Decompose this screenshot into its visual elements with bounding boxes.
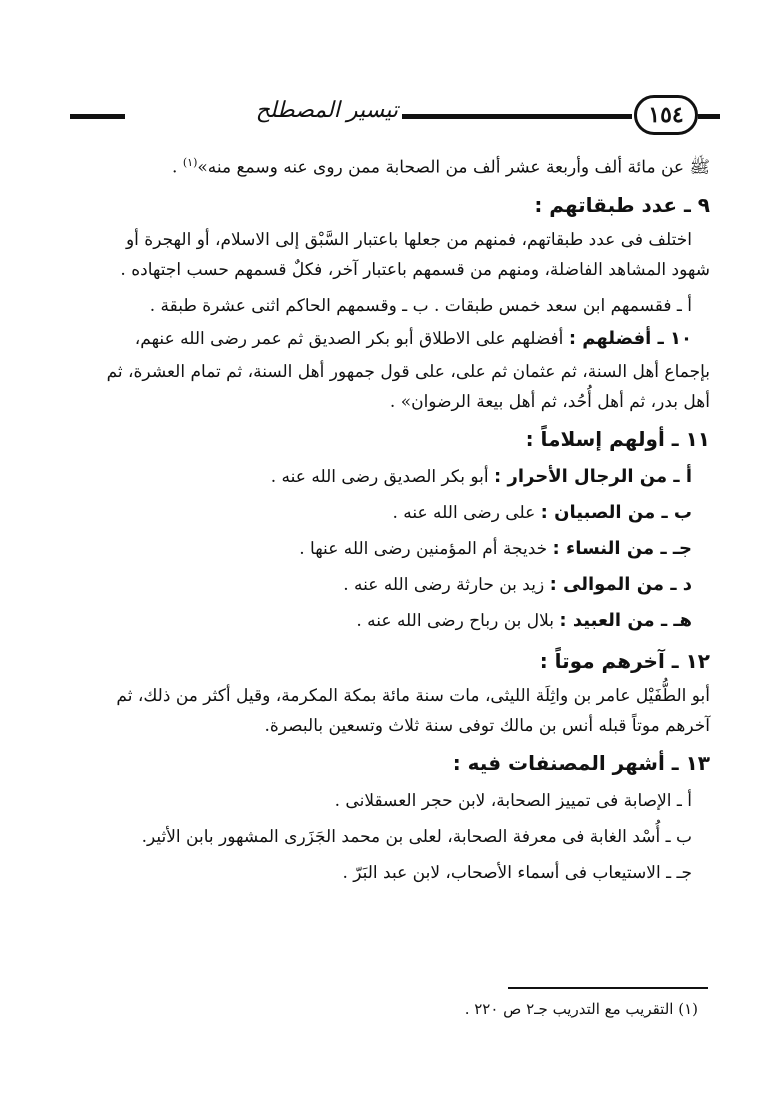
list-item-11-c [60, 531, 710, 567]
section-heading-9: ٩ ـ عدد طبقاتهم : [534, 192, 710, 217]
list-item-11-b [60, 495, 710, 531]
paragraph-9-line-1: اختلف فى عدد طبقاتهم، فمنهم من جعلها باعتبار السَّبْق إلى الاسلام، أو الهجرة أو [125, 229, 692, 250]
footnote: (١) التقريب مع التدريب جـ٢ ص ٢٢٠ . [464, 1000, 698, 1018]
paragraph-9-line-2: شهود المشاهد الفاضلة، ومنهم من قسمهم باعتبار آخر، فكلٌ قسمهم حسب اجتهاده . [120, 259, 710, 280]
item-text: بلال بن رباح رضى الله عنه . [356, 610, 560, 631]
header-rule-right [698, 114, 720, 119]
section-heading-11: ١١ ـ أولهم إسلاماً : [525, 426, 710, 451]
paragraph-12-line-2: آخرهم موتاً قبله أنس بن مالك توفى سنة ثلاث وتسعين بالبصرة. [264, 715, 710, 736]
list-item-11-d [60, 567, 710, 603]
list-item-13-b: ب ـ أُسْد الغابة فى معرفة الصحابة، لعلى بن محمد الجَزَرى المشهور بابن الأثير. [141, 826, 692, 847]
footnote-rule [508, 987, 708, 989]
item-label: هـ ـ من العبيد : [559, 609, 692, 631]
list-item-11-a [60, 459, 710, 495]
item-text: زيد بن حارثة رضى الله عنه . [343, 574, 550, 595]
item-label: أ ـ من الرجال الأحرار : [494, 465, 692, 487]
paragraph-9-line-3: أ ـ فقسمهم ابن سعد خمس طبقات . ب ـ وقسمهم الحاكم اثنى عشرة طبقة . [149, 295, 692, 316]
page-header [70, 92, 720, 142]
footnote-ref: (١) [182, 156, 198, 169]
paragraph-12-line-1: أبو الطُّفَيْل عامر بن واثِلَة الليثى، مات سنة مائة بمكة المكرمة، وقيل أكثر من ذلك، ثم [116, 685, 710, 706]
paragraph-10-line-3: أهل بدر، ثم أهل أُحُد، ثم أهل بيعة الرضوان» . [389, 391, 710, 412]
section-10-line-1 [60, 321, 710, 357]
section-heading-12: ١٢ ـ آخرهم موتاً : [539, 648, 710, 673]
list-item-13-c: جـ ـ الاستيعاب فى أسماء الأصحاب، لابن عبد البَرّ . [342, 862, 692, 883]
section-heading-10: ١٠ ـ أفضلهم : [568, 327, 692, 349]
item-text: على رضى الله عنه . [392, 502, 541, 523]
item-label: د ـ من الموالى : [549, 573, 692, 595]
page-number: ١٥٤ [634, 95, 698, 135]
continuation-end: . [172, 157, 183, 178]
item-label: جـ ـ من النساء : [552, 537, 692, 559]
list-item-13-a: أ ـ الإصابة فى تمييز الصحابة، لابن حجر العسقلانى . [334, 790, 692, 811]
section-heading-13: ١٣ ـ أشهر المصنفات فيه : [452, 750, 710, 775]
list-item-11-e [60, 603, 710, 639]
header-rule-middle [402, 114, 632, 119]
item-text: خديجة أم المؤمنين رضى الله عنها . [299, 538, 553, 559]
continuation-line [60, 148, 710, 183]
header-rule-left [70, 114, 125, 119]
page-content [60, 148, 710, 891]
section-10-text: أفضلهم على الاطلاق أبو بكر الصديق ثم عمر رضى الله عنهم، [134, 328, 569, 349]
item-label: ب ـ من الصبيان : [540, 501, 692, 523]
continuation-text: ﷺ عن مائة ألف وأربعة عشر ألف من الصحابة ممن روى عنه وسمع منه» [197, 157, 710, 178]
running-title: تيسير المصطلح [255, 98, 398, 123]
paragraph-10-line-2: بإجماع أهل السنة، ثم عثمان ثم على، على قول جمهور أهل السنة، ثم تمام العشرة، ثم [106, 361, 710, 382]
item-text: أبو بكر الصديق رضى الله عنه . [270, 466, 495, 487]
